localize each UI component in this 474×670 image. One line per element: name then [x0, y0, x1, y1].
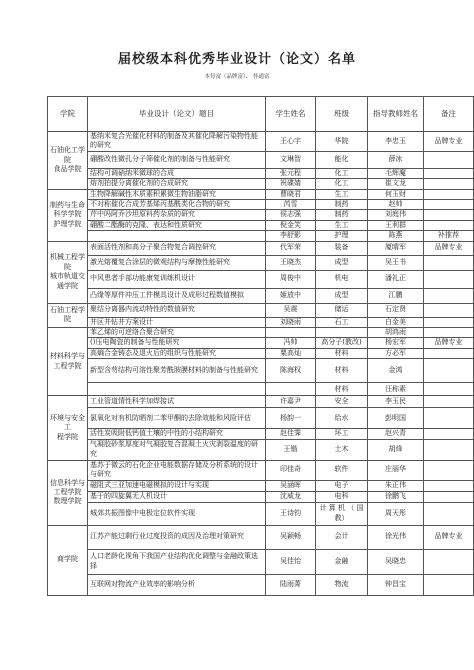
header-student: 学生姓名 [266, 97, 316, 132]
cell-note [424, 480, 474, 491]
cell-note [424, 151, 474, 168]
cell-advisor: 崔文龙 [368, 179, 424, 189]
cell-class: 土木 [316, 439, 368, 460]
cell-advisor: 李玉民 [368, 396, 424, 408]
cell-class [316, 328, 368, 338]
cell-class: 成型 [316, 288, 368, 303]
cell-student: 陈海权 [266, 359, 316, 383]
cell-college: 商学院 [48, 525, 88, 595]
cell-advisor: 庄丽华 [368, 460, 424, 480]
cell-note [424, 168, 474, 178]
cell-title: 互联网对物流产业效率的影响分析 [88, 574, 266, 595]
cell-advisor: 朱正伟 [368, 480, 424, 491]
table-row [48, 231, 474, 241]
cell-title: 硼酸改性微孔分子筛催化剂的制备与性能研究 [88, 151, 266, 168]
cell-student: 张元程 [266, 168, 316, 178]
cell-title: 城郊共振图像中电极定位软件实现 [88, 502, 266, 525]
cell-advisor: 何玉财 [368, 189, 424, 199]
table-row [48, 502, 474, 525]
cell-advisor: 胡烽 [368, 439, 424, 460]
cell-class: 护理 [316, 231, 368, 241]
header-note: 备注 [424, 97, 474, 132]
table-row [48, 255, 474, 270]
table-row [48, 549, 474, 574]
header-advisor: 指导教师姓名 [368, 97, 424, 132]
cell-student: 陆雨菁 [266, 574, 316, 595]
cell-student: 杨韵一 [266, 408, 316, 429]
cell-class: 高分子(教改) [316, 338, 368, 348]
cell-advisor: 赵帅 [368, 200, 424, 210]
cell-note: 品牌专业 [424, 132, 474, 152]
cell-college: 信息科学与 工程学院 数理学院 [48, 460, 88, 525]
cell-student: 芮雪 [266, 200, 316, 210]
cell-title: 活性炭吸附低钙值土壤的中性的小结构研究 [88, 429, 266, 439]
cell-class: 软件 [316, 460, 368, 480]
cell-note: 品牌专业 [424, 241, 474, 255]
cell-advisor: 潘礼正 [368, 270, 424, 288]
cell-class: 电科 [316, 491, 368, 502]
cell-title: 凸缘等厚件冲压工件模具设计及成形过程数值模拟 [88, 288, 266, 303]
table-row [48, 270, 474, 288]
cell-title: 激光熔覆复合涂层的微观结构与摩擦性能研究 [88, 255, 266, 270]
cell-note [424, 502, 474, 525]
cell-title [88, 383, 266, 396]
cell-class: 物流 [316, 574, 368, 595]
cell-advisor: 徐光伟 [368, 525, 424, 549]
cell-note [424, 439, 474, 460]
page-subtitle: 本每富（品牌富）、 怀通富 [204, 74, 270, 80]
cell-note [424, 549, 474, 574]
cell-title: 气凝胶砂浆厚度对气凝胶复合混凝土火灾剥裂温度的研究 [88, 439, 266, 460]
cell-student: 刘晓雨 [266, 317, 316, 327]
cell-student: 祝碟婧 [266, 179, 316, 189]
cell-note [424, 574, 474, 595]
cell-class: 金融 [316, 549, 368, 574]
cell-note [424, 210, 474, 220]
cell-title: 高熵合金铸态及退火后的组织与性能研究 [88, 348, 266, 358]
cell-student: 冯帅 [266, 338, 316, 348]
cell-student: 吴震 [266, 303, 316, 317]
table-body [48, 132, 474, 596]
cell-title: 基纳米复合光催化材料的制备及其催化降解污染物性能的研究 [88, 132, 266, 152]
cell-advisor: 王利群 [368, 220, 424, 230]
cell-college: 材料科学与 工程学院 [48, 328, 88, 396]
header-college: 学院 [48, 97, 88, 132]
table-row [48, 439, 474, 460]
cell-class: 制药 [316, 210, 368, 220]
cell-note [424, 396, 474, 408]
cell-class: 成型 [316, 255, 368, 270]
table-row [48, 189, 474, 199]
table-row [48, 132, 474, 152]
cell-title: ()压电陶瓷的制备与性能研究 [88, 338, 266, 348]
header-class: 班级 [316, 97, 368, 132]
table-row [48, 491, 474, 502]
table-row [48, 151, 474, 168]
cell-student: 李舒影 [266, 231, 316, 241]
cell-student: 印佳奇 [266, 460, 316, 480]
cell-note [424, 220, 474, 230]
table-row [48, 328, 474, 338]
cell-advisor: 刘庭伟 [368, 210, 424, 220]
cell-class: 储运 [316, 303, 368, 317]
cell-note [424, 328, 474, 338]
cell-student: 许嘉尹 [266, 396, 316, 408]
cell-advisor: 汪称素 [368, 383, 424, 396]
cell-student: 代军荣 [266, 241, 316, 255]
cell-advisor: 陈燕 [368, 231, 424, 241]
cell-title: 磁阻式三亚加速电磁模拟的设计与实现 [88, 480, 266, 491]
cell-note [424, 317, 474, 327]
cell-note: 品牌专业 [424, 338, 474, 348]
cell-note [424, 189, 474, 199]
table-row [48, 317, 474, 327]
table-header-row [48, 97, 474, 132]
cell-advisor: 白金美 [368, 317, 424, 327]
cell-class: 石工 [316, 317, 368, 327]
table-row [48, 303, 474, 317]
cell-student: 吴佳怡 [266, 549, 316, 574]
cell-student [266, 383, 316, 396]
cell-student: 姬放中 [266, 288, 316, 303]
cell-title: 江苏产能过剩行业过度投资的成因及治理对策研究 [88, 525, 266, 549]
table-row [48, 288, 474, 303]
cell-advisor: 薛冰 [368, 151, 424, 168]
cell-college: 石油化工学院 食品学院 [48, 132, 88, 190]
cell-student: 曹晓君 [266, 189, 316, 199]
table-row [48, 348, 474, 358]
cell-note [424, 348, 474, 358]
table-row [48, 220, 474, 230]
cell-student [266, 328, 316, 338]
cell-title: 熔剂拍提分离催化剂的合成研究 [88, 179, 266, 189]
cell-advisor: 彭明国 [368, 408, 424, 429]
table-row [48, 525, 474, 549]
cell-note: 品牌专业 [424, 525, 474, 549]
table-row [48, 408, 474, 429]
cell-note [424, 429, 474, 439]
page-title: 届校级本科优秀毕业设计（论文）名单 [117, 52, 356, 67]
cell-title: 结构可调硝纳米微球的合成 [88, 168, 266, 178]
cell-class: 材料 [316, 383, 368, 396]
table-row [48, 460, 474, 480]
cell-title: 苯乙烯的可逆络合聚合研究 [88, 328, 266, 338]
cell-class: 环工 [316, 429, 368, 439]
cell-class: 安全 [316, 396, 368, 408]
cell-advisor: 吴晓忠 [368, 549, 424, 574]
cell-college: 制药与生命科学学院 护理学院 [48, 189, 88, 241]
table-row [48, 179, 474, 189]
cell-college: 机械工程学院 城市轨道交通学院 [48, 241, 88, 303]
cell-note [424, 408, 474, 429]
cell-student: 吴涵晖 [266, 480, 316, 491]
cell-note [424, 383, 474, 396]
cell-class: 会计 [316, 525, 368, 549]
table-row [48, 241, 474, 255]
cell-title: 不对称催化合成芳基烯丙基酰类化合物的研究 [88, 200, 266, 210]
cell-class: 材料 [316, 348, 368, 358]
cell-advisor: 吴王书 [368, 255, 424, 270]
cell-student: 沈威龙 [266, 491, 316, 502]
cell-class: 能化 [316, 151, 368, 168]
cell-title: 表面活性剂和高分子聚合物复合调控研究 [88, 241, 266, 255]
cell-student: 周俊中 [266, 270, 316, 288]
cell-note [424, 288, 474, 303]
cell-note [424, 359, 474, 383]
cell-title: 生物降解碱性木质素积累微生物油脂研究 [88, 189, 266, 199]
cell-title: 芹中吗阿乔沙坦原料药杂质的研究 [88, 210, 266, 220]
cell-title: 硼酸二酯酶的克隆、表达和性质研究 [88, 220, 266, 230]
cell-note [424, 460, 474, 480]
cell-student: 王诗钧 [266, 502, 316, 525]
cell-title: 基苏于微云的石化企业电能数据存储及分析系统的设计与研究 [88, 460, 266, 480]
cell-title [88, 231, 266, 241]
table-row [48, 574, 474, 595]
cell-advisor: 江鹏 [368, 288, 424, 303]
cell-student: 吴颖畅 [266, 525, 316, 549]
cell-class: 生工 [316, 189, 368, 199]
table-row [48, 200, 474, 210]
cell-class: 给水 [316, 408, 368, 429]
cell-advisor: 方必军 [368, 348, 424, 358]
cell-student: 倪金笑 [266, 220, 316, 230]
cell-title: 人口老龄化视角下我国产业结构优化调整与金融政策选择 [88, 549, 266, 574]
cell-student: 粟高灿 [266, 348, 316, 358]
table-row [48, 359, 474, 383]
cell-student: 王心宇 [266, 132, 316, 152]
cell-student: 王锴 [266, 439, 316, 460]
cell-class: 电子 [316, 480, 368, 491]
cell-title: 井区井钻井方案设计 [88, 317, 266, 327]
cell-note: 补推荐 [424, 231, 474, 241]
cell-title: 中风患者手部功能康复训练机设计 [88, 270, 266, 288]
cell-advisor: 厦晴军 [368, 241, 424, 255]
cell-college: 石油工程学院 [48, 303, 88, 327]
cell-class: 化工 [316, 179, 368, 189]
cell-class: 材料 [316, 359, 368, 383]
cell-advisor: 周天彤 [368, 502, 424, 525]
cell-title: 氯氧化对有机防晒剂二苯甲酮的去除效能和风险评估 [88, 408, 266, 429]
table-row [48, 168, 474, 178]
cell-class: 机电 [316, 270, 368, 288]
cell-class: 化工 [316, 168, 368, 178]
cell-note [424, 200, 474, 210]
cell-advisor: 杨宏军 [368, 338, 424, 348]
cell-advisor: 赵兴青 [368, 429, 424, 439]
cell-advisor: 胡鸿雨 [368, 328, 424, 338]
cell-advisor: 石定贤 [368, 303, 424, 317]
cell-college: 环境与安全工 程学院 [48, 396, 88, 460]
cell-advisor: 徐鹏飞 [368, 491, 424, 502]
header-title: 毕业设计（论文）题目 [88, 97, 266, 132]
cell-class: 华院 [316, 132, 368, 152]
cell-advisor: 毛辉魔 [368, 168, 424, 178]
cell-class: 计 算 机 （ 国 教） [316, 502, 368, 525]
cell-advisor: 钟昌宝 [368, 574, 424, 595]
cell-class: 生工 [316, 220, 368, 230]
cell-note [424, 179, 474, 189]
cell-student: 文琳智 [266, 151, 316, 168]
cell-note [424, 303, 474, 317]
cell-title: 新型含芴结构可溶性聚芳酰胺膜材料的制备与性能研究 [88, 359, 266, 383]
cell-advisor: 李忠玉 [368, 132, 424, 152]
table-row [48, 210, 474, 220]
table-row [48, 338, 474, 348]
cell-student: 赵佳霁 [266, 429, 316, 439]
cell-title: 聚结分离器内流动特性的数值研究 [88, 303, 266, 317]
table-row [48, 480, 474, 491]
cell-advisor: 金鸿 [368, 359, 424, 383]
awards-table [47, 96, 474, 596]
cell-note [424, 270, 474, 288]
cell-note [424, 255, 474, 270]
cell-note [424, 491, 474, 502]
cell-title: 工业管道情性科学加焊接试 [88, 396, 266, 408]
cell-class: 装备 [316, 241, 368, 255]
cell-title: 基于的四旋翼无人机设计 [88, 491, 266, 502]
cell-student: 侯志强 [266, 210, 316, 220]
cell-class: 制药 [316, 200, 368, 210]
cell-student: 王晓杰 [266, 255, 316, 270]
table-row [48, 429, 474, 439]
table-row [48, 396, 474, 408]
table-row [48, 383, 474, 396]
